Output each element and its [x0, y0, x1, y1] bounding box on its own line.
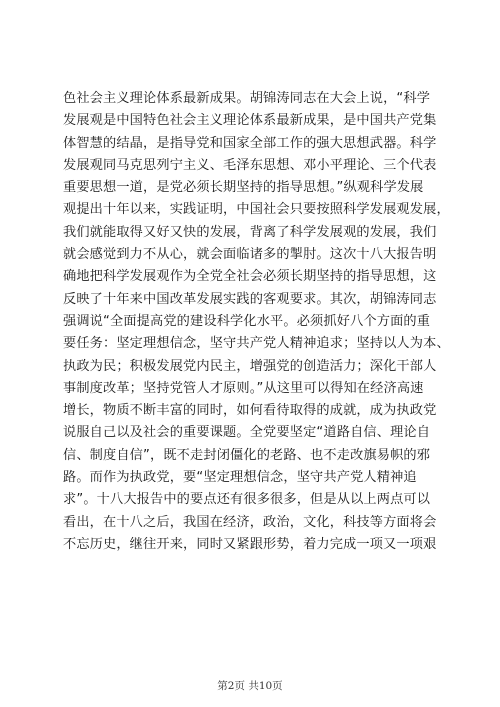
body-text-line: 色社会主义理论体系最新成果。胡锦涛同志在大会上说，“科学 — [63, 91, 431, 106]
body-text-line: 要任务：坚定理想信念，坚守共产党人精神追求；坚持以人为本、 — [63, 336, 450, 352]
body-text-line: 说服自己以及社会的重要课题。全党要坚定“道路自信、理论自 — [63, 425, 431, 441]
body-text-line: 不忘历史，继往开来，同时又紧跟形势，着力完成一项又一项艰 — [63, 536, 437, 552]
body-text-line: 就会感觉到力不从心，就会面临诸多的掣肘。这次十八大报告明 — [63, 247, 437, 263]
body-text-line: 求”。十八大报告中的要点还有很多很多，但是从以上两点可以 — [63, 492, 431, 508]
body-text-line: 强调说“全面提高党的建设科学化水平。必须抓好八个方面的重 — [63, 313, 431, 329]
body-text-line: 体智慧的结晶，是指导党和国家全部工作的强大思想武器。科学 — [63, 135, 437, 151]
body-text-line: 事制度改革；坚持党管人才原则。”从这里可以得知在经济高速 — [63, 380, 424, 396]
body-text-line: 发展观是中国特色社会主义理论体系最新成果，是中国共产党集 — [63, 113, 437, 129]
body-text-line: 观提出十年以来，实践证明，中国社会只要按照科学发展观发展， — [63, 202, 450, 218]
body-text-line: 执政为民；积极发展党内民主，增强党的创造活力；深化干部人 — [63, 358, 437, 374]
body-text-line: 路。而作为执政党，要“坚定理想信念，坚守共产党人精神追 — [63, 470, 417, 486]
page-number-footer: 第2页 共10页 — [217, 680, 283, 692]
body-text-line: 发展观同马克思列宁主义、毛泽东思想、邓小平理论、三个代表 — [63, 157, 437, 173]
body-text-line: 增长，物质不断丰富的同时，如何看待取得的成就，成为执政党 — [63, 403, 437, 419]
body-text-line: 反映了十年来中国改革发展实践的客观要求。其次，胡锦涛同志 — [63, 291, 437, 307]
body-text-line: 信、制度自信”，既不走封闭僵化的老路、也不走改旗易帜的邪 — [63, 447, 431, 463]
body-text-line: 看出，在十八之后，我国在经济，政治，文化，科技等方面将会 — [63, 514, 437, 530]
body-text-line: 确地把科学发展观作为全党全社会必须长期坚持的指导思想，这 — [63, 269, 437, 285]
body-text-line: 重要思想一道，是党必须长期坚持的指导思想。”纵观科学发展 — [63, 180, 424, 196]
body-text-line: 我们就能取得又好又快的发展，背离了科学发展观的发展，我们 — [63, 224, 437, 240]
document-body — [63, 88, 450, 556]
